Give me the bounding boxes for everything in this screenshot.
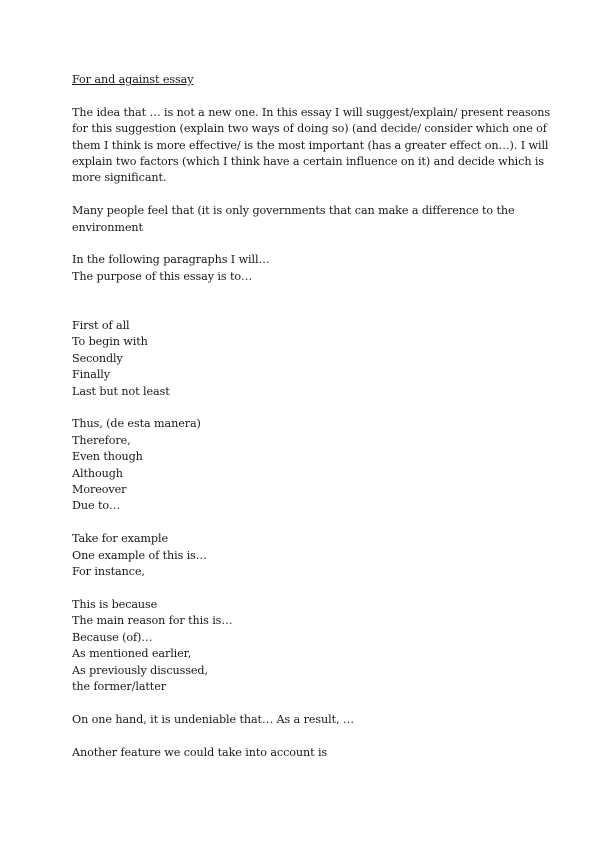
spacer (72, 728, 542, 744)
connector-item: Moreover (72, 483, 127, 497)
spacer (72, 236, 542, 252)
connectors-list (72, 416, 542, 514)
sequencer-item: Last but not least (72, 384, 170, 398)
sequencer-item: To begin with (72, 335, 148, 349)
sequencers-list (72, 318, 542, 400)
result-line: On one hand, it is undeniable that… As a result, … (72, 712, 354, 726)
reason-item: The main reason for this is… (72, 614, 233, 628)
intro-paragraph (72, 105, 551, 187)
examples-list (72, 531, 542, 580)
connector-item: Even though (72, 450, 143, 464)
opinion-line: Many people feel that (it is only governments that can make a difference to the (72, 204, 515, 218)
document-page (72, 72, 551, 761)
reason-item: This is because (72, 597, 158, 611)
reasons-list (72, 597, 542, 695)
intro-line: The idea that … is not a new one. In this essay I will suggest/explain/ present reasons (72, 105, 551, 119)
spacer (72, 581, 542, 597)
spacer (72, 695, 542, 711)
purpose-paragraph (72, 252, 542, 285)
reason-item: Because (of)… (72, 630, 153, 644)
example-item: For instance, (72, 565, 145, 579)
sequencer-item: Finally (72, 368, 110, 382)
spacer (72, 400, 542, 416)
spacer (72, 285, 542, 318)
reason-item: As mentioned earlier, (72, 647, 192, 661)
purpose-line: In the following paragraphs I will… (72, 253, 270, 267)
feature-line: Another feature we could take into account is (72, 745, 328, 759)
spacer (72, 515, 542, 531)
sequencer-item: Secondly (72, 351, 123, 365)
connector-item: Thus, (de esta manera) (72, 417, 201, 431)
connector-item: Therefore, (72, 433, 131, 447)
feature-paragraph (72, 745, 542, 761)
intro-line: them I think is more effective/ is the most important (has a greater effect on…). I will (72, 138, 549, 152)
intro-line: more significant. (72, 171, 167, 185)
document-title: For and against essay (72, 73, 194, 86)
spacer (72, 88, 542, 104)
connector-item: Due to… (72, 499, 121, 513)
reason-item: As previously discussed, (72, 663, 208, 677)
result-paragraph (72, 712, 542, 728)
opinion-line: environment (72, 220, 143, 234)
purpose-line: The purpose of this essay is to… (72, 269, 253, 283)
connector-item: Although (72, 466, 123, 480)
opinion-paragraph (72, 203, 542, 236)
reason-item: the former/latter (72, 679, 166, 693)
example-item: One example of this is… (72, 548, 207, 562)
example-item: Take for example (72, 532, 168, 546)
intro-line: explain two factors (which I think have a certain influence on it) and decide which is (72, 155, 545, 169)
sequencer-item: First of all (72, 319, 130, 333)
intro-line: for this suggestion (explain two ways of doing so) (and decide/ consider which one of (72, 122, 547, 136)
spacer (72, 187, 542, 203)
